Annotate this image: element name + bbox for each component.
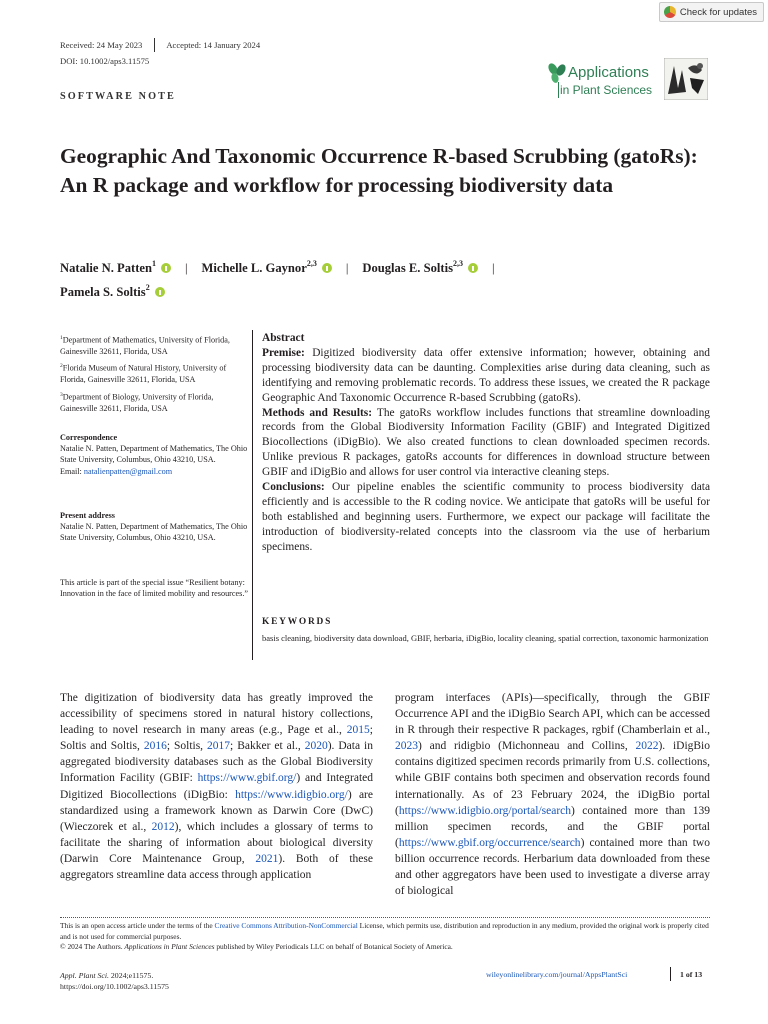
license-text: This is an open access article under the terms of the Creative Commons Attribution-NonCommercial License, which permits use, distribution and reproduction in any medium, provided the original work is properly cited and is not used for commercial purposes. © 2024 The Authors. Applications in Plant Sciences published by Wiley Periodicals LLC on behalf of Botanical Society of America. — [60, 921, 709, 952]
footer-separator — [670, 967, 671, 981]
check-for-updates-button[interactable] — [659, 2, 764, 22]
check-for-updates-label: Check for updates — [679, 6, 757, 18]
citation-link[interactable]: 2016 — [143, 740, 167, 753]
abstract-conclusions: Conclusions: Our pipeline enables the scientific community to process biodiversity data efficiently and is accessible to the R coding novice. We anticipate that gatoRs will be useful for both established and beginning users. Furthermore, we expect our package will facilitate the introduction of biodiversity-related concepts into the classroom via the use of herbarium specimens. — [262, 481, 710, 553]
url-link[interactable]: https://www.gbif.org/occurrence/search — [398, 836, 581, 849]
authors-line — [60, 284, 165, 300]
body-text-right: program interfaces (APIs)—specifically, through the GBIF Occurrence API and the iDigBio Search API, which can be accessed in R through their respective R packages, rgbif (Chamberlain et al., 2023) and ridigbio (Michonneau and Collins, 2022). iDigBio contains digitized specimen records primarily from U.S. collections, while GBIF contains both specimen and observation records found internationally. As of 23 February 2024, the iDigBio portal (https://www.idigbio.org/portal/search) contained more than 139 million specimen records, and the GBIF portal (https://www.gbif.org/occurrence/search) contained more than two billion occurrence records. Herbarium data downloaded from these and other aggregators have been used to investigate a diverse array of biological — [395, 692, 710, 898]
citation-link[interactable]: 2021 — [255, 852, 279, 865]
correspondence-heading: Correspondence — [60, 433, 118, 442]
affiliation: $^2$Florida Museum of Natural History, University of Florida, Gainesville 32611, Florida, USA — [60, 363, 227, 384]
author-separator: | — [491, 260, 495, 275]
citation-link[interactable]: 2023 — [395, 740, 418, 753]
journal-cover-thumbnail — [664, 58, 708, 100]
crossmark-icon — [664, 6, 676, 18]
citation-link[interactable]: 2015 — [346, 724, 370, 737]
license-link[interactable]: Creative Commons Attribution-NonCommercial — [214, 921, 358, 930]
journal-name-line1: Applications — [568, 64, 649, 81]
correspondence-address: Natalie N. Patten, Department of Mathematics, The Ohio State University, Columbus, Ohio 43210, USA. — [60, 444, 248, 465]
abstract-premise: Premise: Digitized biodiversity data offer extensive information; however, obtaining and processing biodiversity data can be daunting. Complexities arise during data cleaning, such as identifying and removing problematic records. To address these issues, we created the R package Geographic And Taxonomic Occurrence R-based Scrubbing (gatoRs). — [262, 346, 710, 404]
authors-line — [60, 260, 509, 276]
url-link[interactable]: https://www.idigbio.org/portal/search — [398, 804, 572, 817]
citation-link[interactable]: 2020 — [304, 740, 328, 753]
dates-divider — [154, 38, 155, 52]
keywords-list: basis cleaning, biodiversity data download, GBIF, herbaria, iDigBio, locality cleaning, spatial correction, taxonomic harmonization — [262, 633, 709, 643]
keywords-heading: KEYWORDS — [262, 617, 333, 627]
footer-doi[interactable]: https://doi.org/10.1002/aps3.11575 — [60, 982, 169, 991]
special-issue-note: This article is part of the special issue “Resilient botany: Innovation in the face of limited mobility and resources.” — [60, 578, 249, 599]
email-link[interactable]: natalienpatten@gmail.com — [83, 466, 173, 476]
received-date: Received: 24 May 2023 — [60, 40, 143, 50]
abstract-methods: Methods and Results: The gatoRs workflow includes functions that streamline downloading records from the Global Biodiversity Information Facility (GBIF) and Integrated Digitized Biocollections (iDigBio). We also created functions to clean downloaded specimen records. Unlike previous R packages, gatoRs accounts for differences in download structure between GBIF and iDigBio and allows for user control via interactive cleaning steps. — [262, 406, 710, 479]
journal-name-line2: in Plant Sciences — [560, 83, 653, 97]
orcid-icon[interactable] — [322, 263, 332, 273]
present-address-text: Natalie N. Patten, Department of Mathematics, The Ohio State University, Columbus, Ohio 43210, USA. — [60, 522, 248, 543]
url-link[interactable]: https://www.idigbio.org/ — [235, 788, 348, 801]
accepted-date: Accepted: 14 January 2024 — [166, 40, 261, 50]
author-name[interactable]: Douglas E. Soltis$^{2,3}$ — [362, 259, 463, 276]
journal-logo[interactable] — [546, 58, 722, 102]
present-address-block — [60, 510, 250, 544]
abstract-heading: Abstract — [262, 332, 305, 344]
orcid-icon[interactable] — [468, 263, 478, 273]
orcid-icon[interactable] — [155, 287, 165, 297]
abstract-divider — [252, 330, 253, 660]
present-address-heading: Present address — [60, 511, 115, 520]
affiliation: $^3$Department of Biology, University of Florida, Gainesville 32611, Florida, USA — [60, 392, 214, 413]
footer-divider — [60, 917, 710, 918]
section-label: SOFTWARE NOTE — [60, 91, 176, 102]
url-link[interactable]: https://www.gbif.org/ — [197, 772, 297, 785]
journal-site-link[interactable]: wileyonlinelibrary.com/journal/AppsPlantSci — [486, 970, 628, 979]
doi-text: DOI: 10.1002/aps3.11575 — [60, 56, 150, 66]
dates-line — [60, 38, 260, 52]
citation-link[interactable]: 2012 — [151, 820, 175, 833]
author-name[interactable]: Michelle L. Gaynor$^{2,3}$ — [201, 259, 317, 276]
author-separator: | — [184, 260, 188, 275]
footer-citation: Appl. Plant Sci. 2024;e11575. https://doi.org/10.1002/aps3.11575 — [60, 971, 169, 991]
correspondence-block — [60, 432, 250, 477]
author-name[interactable]: Natalie N. Patten$^1$ — [60, 259, 156, 276]
body-text-left: The digitization of biodiversity data has greatly improved the accessibility of specimens stored in natural history collections, leading to novel research in many areas (e.g., Page et al., 2015; Soltis and Soltis, 2016; Soltis, 2017; Bakker et al., 2020). Data in aggregated biodiversity databases such as the Global Biodiversity Information Facility (GBIF: https://www.gbif.org/) and Integrated Digitized Biocollections (iDigBio: https://www.idigbio.org/) are standardized using a framework known as Darwin Core (DwC) (Wieczorek et al., 2012), which includes a glossary of terms to facilitate the sharing of information about biological diversity (Darwin Core Maintenance Group, 2021). Both of these aggregators streamline data access through application — [60, 692, 374, 882]
article-title: Geographic And Taxonomic Occurrence R-based Scrubbing (gatoRs): An R package and workflow for processing biodiversity data — [60, 144, 698, 197]
author-name[interactable]: Pamela S. Soltis$^2$ — [60, 283, 150, 300]
journal-logo-bar — [558, 82, 559, 98]
author-separator: | — [345, 260, 349, 275]
correspondence-email-line: Email: natalienpatten@gmail.com — [60, 466, 173, 476]
abstract-block — [262, 331, 710, 555]
citation-link[interactable]: 2022 — [635, 740, 659, 753]
orcid-icon[interactable] — [161, 263, 171, 273]
citation-link[interactable]: 2017 — [207, 740, 231, 753]
affiliation: $^1$Department of Mathematics, University of Florida, Gainesville 32611, Florida, USA — [60, 335, 230, 356]
page-number: 1 of 13 — [680, 970, 703, 979]
